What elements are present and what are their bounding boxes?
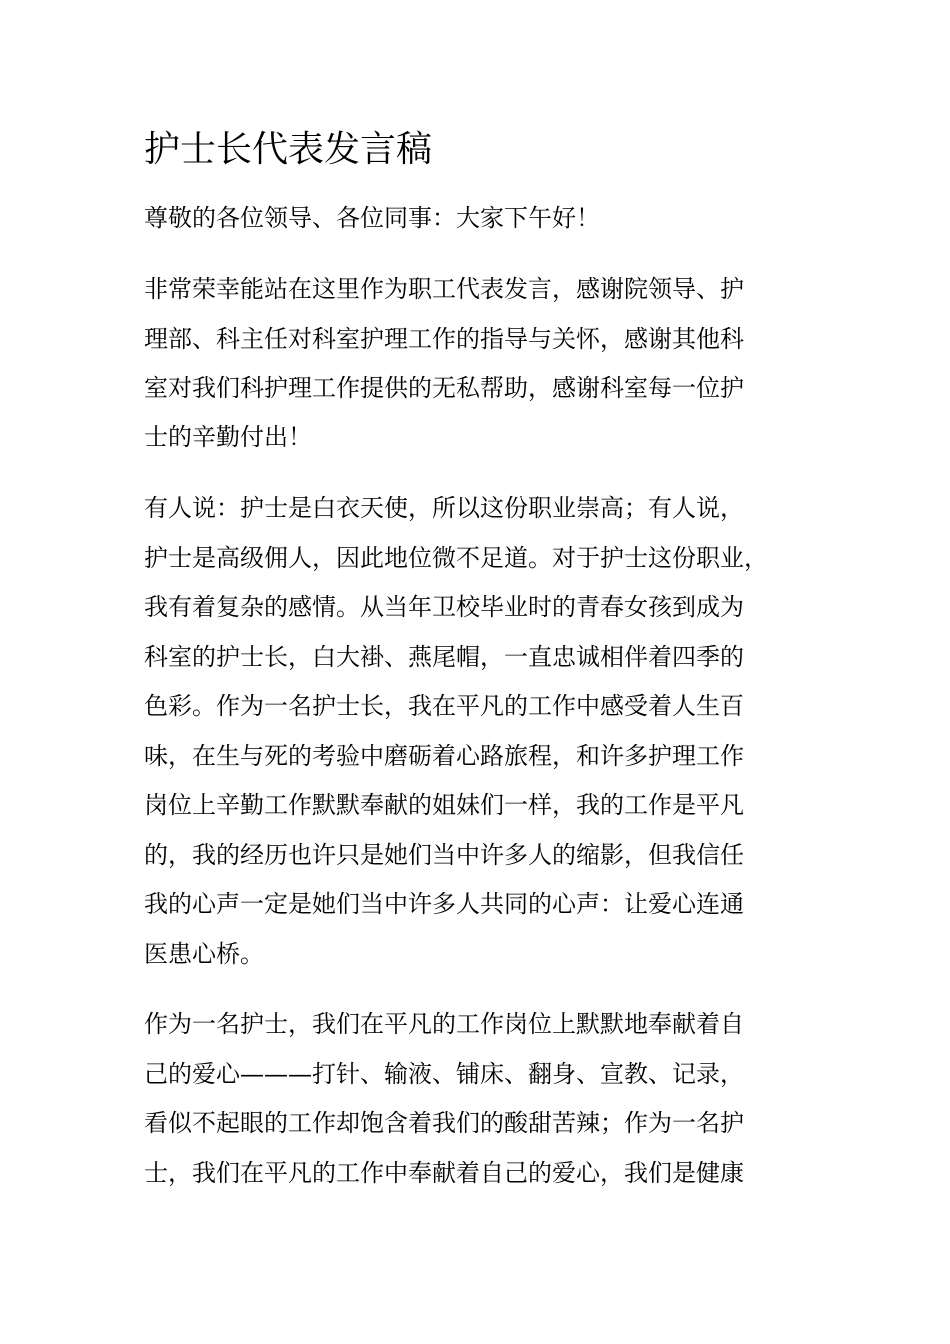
paragraph-line: 科室的护士长，白大褂、燕尾帽，一直忠诚相伴着四季的 xyxy=(144,643,744,671)
paragraph-line: 岗位上辛勤工作默默奉献的姐妹们一样，我的工作是平凡 xyxy=(144,791,744,819)
paragraph-line: 己的爱心———打针、输液、铺床、翻身、宣教、记录， xyxy=(144,1060,744,1088)
document-title: 护士长代表发言稿 xyxy=(144,129,433,170)
paragraph-line: 医患心桥。 xyxy=(144,940,264,968)
greeting-line: 尊敬的各位领导、各位同事：大家下午好！ xyxy=(144,204,600,232)
paragraph-line: 我的心声一定是她们当中许多人共同的心声：让爱心连通 xyxy=(144,890,744,918)
paragraph-line: 色彩。作为一名护士长，我在平凡的工作中感受着人生百 xyxy=(144,692,744,720)
paragraph-line: 室对我们科护理工作提供的无私帮助，感谢科室每一位护 xyxy=(144,374,744,402)
paragraph-line: 作为一名护士，我们在平凡的工作岗位上默默地奉献着自 xyxy=(144,1010,744,1038)
paragraph-line: 理部、科主任对科室护理工作的指导与关怀，感谢其他科 xyxy=(144,325,744,353)
paragraph-line: 我有着复杂的感情。从当年卫校毕业时的青春女孩到成为 xyxy=(144,593,744,621)
paragraph-line: 有人说：护士是白衣天使，所以这份职业崇高；有人说， xyxy=(144,494,744,522)
paragraph-line: 护士是高级佣人，因此地位微不足道。对于护士这份职业， xyxy=(144,544,768,572)
paragraph-line: 味，在生与死的考验中磨砺着心路旅程，和许多护理工作 xyxy=(144,742,744,770)
paragraph-line: 士的辛勤付出！ xyxy=(144,423,312,451)
paragraph-line: 非常荣幸能站在这里作为职工代表发言，感谢院领导、护 xyxy=(144,275,744,303)
paragraph-line: 的，我的经历也许只是她们当中许多人的缩影，但我信任 xyxy=(144,841,744,869)
paragraph-line: 看似不起眼的工作却饱含着我们的酸甜苦辣；作为一名护 xyxy=(144,1109,744,1137)
paragraph-line: 士，我们在平凡的工作中奉献着自己的爱心，我们是健康 xyxy=(144,1159,744,1187)
